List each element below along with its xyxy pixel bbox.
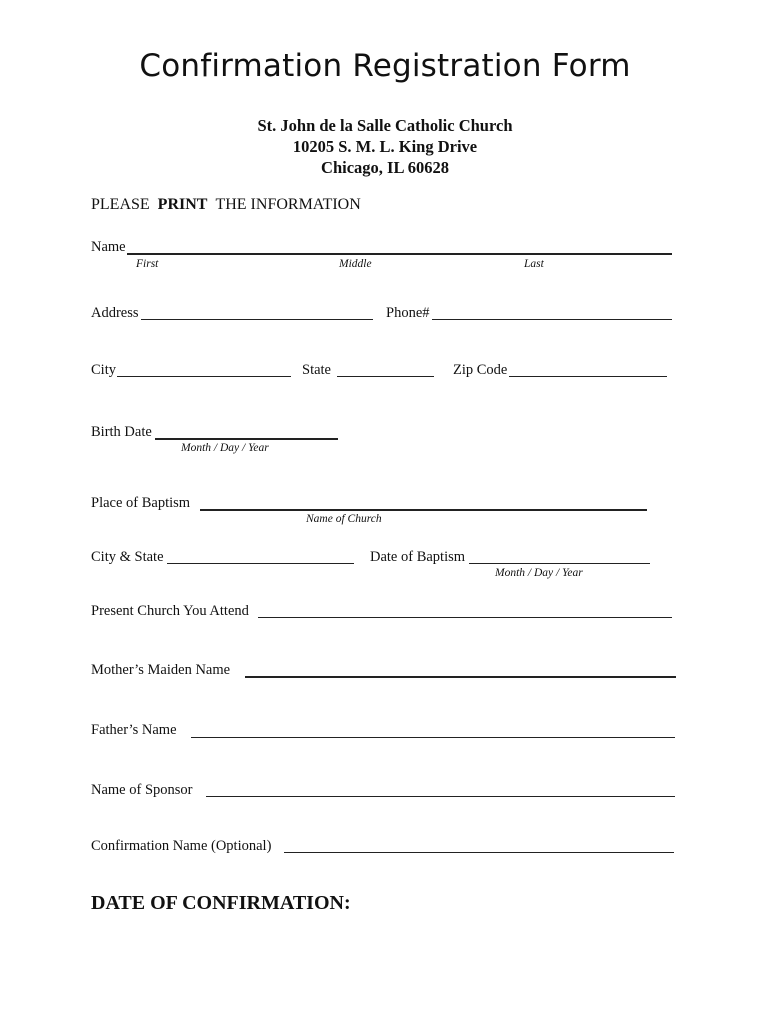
birth-date-label: Birth Date	[91, 424, 152, 440]
church-name: St. John de la Salle Catholic Church	[257, 116, 513, 135]
birth-date-field[interactable]	[155, 438, 338, 440]
name-last-hint: Last	[524, 258, 544, 270]
city-field[interactable]	[117, 376, 291, 377]
name-label: Name	[91, 239, 126, 255]
place-of-baptism-label: Place of Baptism	[91, 495, 191, 511]
date-of-baptism-label: Date of Baptism	[370, 549, 466, 565]
city-label: City	[91, 362, 116, 378]
place-of-baptism-field[interactable]	[200, 509, 647, 511]
date-of-confirmation-heading: DATE OF CONFIRMATION:	[91, 892, 351, 914]
mothers-maiden-name-field[interactable]	[245, 676, 676, 678]
confirmation-name-label: Confirmation Name (Optional)	[91, 838, 272, 854]
mothers-maiden-name-label: Mother’s Maiden Name	[91, 662, 231, 678]
name-field[interactable]	[127, 253, 672, 255]
present-church-label: Present Church You Attend	[91, 603, 249, 619]
instruction-pre: PLEASE	[91, 196, 150, 213]
address-field[interactable]	[141, 319, 373, 320]
state-label: State	[302, 362, 331, 378]
zip-label: Zip Code	[453, 362, 508, 378]
address-label: Address	[91, 305, 139, 321]
fathers-name-label: Father’s Name	[91, 722, 177, 738]
phone-field[interactable]	[432, 319, 672, 320]
sponsor-name-field[interactable]	[206, 796, 675, 797]
date-of-baptism-hint: Month / Day / Year	[495, 567, 583, 579]
sponsor-name-label: Name of Sponsor	[91, 782, 193, 798]
date-of-baptism-field[interactable]	[469, 563, 650, 564]
name-middle-hint: Middle	[339, 258, 372, 270]
present-church-field[interactable]	[258, 617, 672, 618]
church-city: Chicago, IL 60628	[321, 158, 449, 177]
confirmation-name-field[interactable]	[284, 852, 674, 853]
phone-label: Phone#	[386, 305, 430, 321]
church-street: 10205 S. M. L. King Drive	[292, 137, 478, 156]
state-field[interactable]	[337, 376, 434, 377]
instruction-post: THE INFORMATION	[215, 196, 361, 213]
city-state-field[interactable]	[167, 563, 354, 564]
zip-field[interactable]	[509, 376, 667, 377]
form-title: Confirmation Registration Form	[139, 48, 631, 84]
city-state-label: City & State	[91, 549, 164, 565]
instruction-print: PRINT	[157, 196, 208, 213]
name-first-hint: First	[136, 258, 159, 270]
fathers-name-field[interactable]	[191, 737, 675, 738]
place-of-baptism-hint: Name of Church	[306, 513, 382, 525]
print-instruction	[91, 196, 361, 214]
birth-date-hint: Month / Day / Year	[181, 442, 269, 454]
